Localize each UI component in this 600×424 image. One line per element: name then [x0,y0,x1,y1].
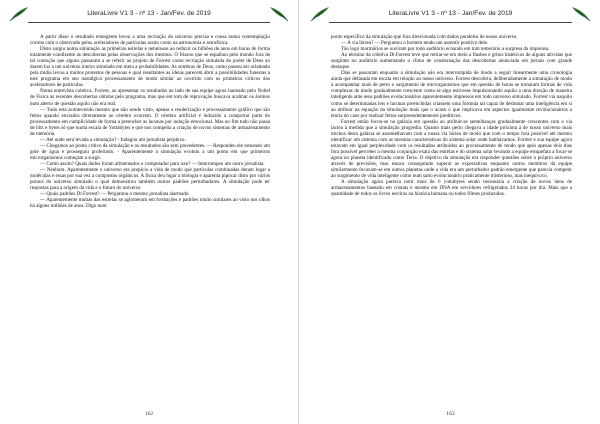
paragraph: Forrest então focou-se na galáxia em questão ao atribuir-se semelhanças gradualmente crescentes com a via láctea à medida que a simulação progredia. Quanto mais perto chegava a idade próxima a de nosso universo mais trechos desta galáxia se assemelhavam com a nossa via láctea de modo que com o tempo fora possível até mesmo identificar um sistema com as mesmas características do sistema solar onde habitávamos. Forrest e sua equipe agora estavam em igual perplexidade com os resultados atribuídos ao processamento de modo que após apenas dois dias fora possível perceber a mesma conjunção exata das estrelas e do sistema solar levando a equipe estupefata a focar-se agora no planeta identificado como Terra. O objetivo da simulação era responder questões sobre o próprio universo através de previsões, mas estava conseguindo superar as expectativas enquanto outros membros da equipe similarmente focavam-se em outros planetas onde a vida era um perturbador padrão emergente que parecia competir ao surgimento de vida inteligente como num salto evolucionário praticamente misterioso, mas inequívoco. [331,118,572,180]
paragraph: — A via láctea? — Perguntou o homem tendo um assentir positivo dele. [341,40,489,47]
paragraph: A partir disso o resultado emergente levou a uma recriação do universo precisa e coesa numa contemplação correta com o observado pelos aceleradores de partículas assim como na astronomia e astrofísica. [30,34,270,47]
header-rule [28,22,270,23]
paragraph: — Quais padrões Dr.Forrest? — Perguntou o mesmo jornalista alarmado. [40,191,190,198]
body-text [30,34,270,398]
paragraph: Tão logo murmúrios se ouviram por todo auditório ecoando em tom temerário a surpresa da imprensa. [341,46,550,53]
page-header [10,6,288,26]
journal-title: LiteraLivre V1 3 - nº 13 - Jan/Fev. de 2019 [87,10,211,17]
paragraph: — Até onde será levada a simulação? - Indagou um jornalista perplexo. [40,136,186,143]
paragraph: — Chegamos ao ponto crítico da simulação e os resultados são sem precedentes. — Respondeu ele tomando um gole de água e prosseguiu proferindo. - Aparentemente a simulação evoluiu a um ponto em que primeiros microrganismos começam a surgir. [30,142,270,161]
header-rule [329,22,572,23]
paragraph: — Tudo está acontecendo mesmo que não sendo visto, apenas a renderização e processamento gráfico que são feitos quando enviados diretamente ao cérebro ocorrem. O cérebro artificial é induzido a comportar parte do processamento em cumplicidade de forma a preencher as lacunas por indução emocional. Mas no fim tudo não passa de bits e bytes só que numa escala de Yottabytes e que nos compelia a criação de novos sistemas de armazenamento de memória. [30,106,270,137]
page-number: 162 [144,411,154,417]
paragraph: ponto específico da simulação que fora direcionada com dados paralelos de nosso universo. [331,34,518,40]
paragraph: A simulação agora parecia notir mais de 6 yottabytes sendo necessária a criação de novos itens de armazenamentos baseado em cristais e mesmo em DNA em servidores refrigerados 24 horas por dia. Mais que a quantidade de todos os livros escritos na história humana ou todos filmes produzidos. [331,179,572,198]
paragraph: Dias se passaram enquanto a simulação não era interrompida de modo a seguir linearmente uma cronologia ainda que defasada em escala em relação ao nosso universo. Forrest descobriu, deliberadamente a simulação de modo a acompanhar mais de perto o surgimento de microrganismos que em questão de horas se tornaram formas de vida complexas de modo gradualmente crescente como se algo estivesse impulsionando aquilo a uma direção de maneira inteligente ante seus padrões evolucionários aparentemente impressos em todo universo simulado. Forrest via naquilo como se determinadas leis e lacunas preenchidas criassem uma fórmula tal capaz de desbuhar uma inteligência em si ao atribuir na equação da simulação mais que o acaso o que implicava em aspectos igualmente revolucionários a teoria do caos por realizar feitos surpreendentemente preditivos. [331,70,572,119]
page-number: 163 [446,411,455,417]
body-text [331,34,572,398]
right-page [301,0,600,424]
quill-icon [268,5,290,23]
paragraph: — Aparentemente muitas das estrelas se aglomeram em formações e padrões muito similares ao visto nos olhos há alguns milhões de anos. Digo num [30,197,270,210]
paragraph: Numa entrevista coletiva, Forrest, ao apresentar os resultados ao lado de sua equipe agora laureado pelo Nobel de Física as recentes descobertas obtidas pelo programa, mas que em tom de reprovação buscava acalmar os ânimos num aberto de questão aquilo não era real. [30,88,270,107]
paragraph: — Nenhum. Aparentemente o universo era propício a vida de modo que partículas combinadas deram lugar a moléculas e essas por sua vez a compostos orgânicos. A física deu lugar a biologia e aparenta pipocar disto por vários pontos do universo simulado o qual demonstrou também outros padrões perturbadores. A simulação pode ter respostas para a origem da vida e o futuro do universo. [30,167,270,192]
quill-icon [570,5,592,23]
paragraph: Ao término da coletiva Dr.Forrest teve que retirar-se em meio a flashes e gritos histéricos de alguns ativistas que surgiram no auditório aumentando o clima de consternação das descobertas anunciada em jornais com grande destaque. [331,52,572,71]
left-page [0,0,299,424]
journal-title: LiteraLivre V1 3 - nº 13 - Jan/Fev. de 2019 [388,10,513,17]
paragraph: Disto surgiu numa simulação as primeiras estrelas e nebulosas ao reduzir os bilhões de anos em horas de forma totalmente condizente as descobertas pelas observações dos mesmos. O frisson que se espalhou pelo mundo fora de tal comoção que alguns passaram a se referir ao projeto de Forrest como recriação simulada do poder de Deus ao darem luz a um universo inteiro simulado em meio a probabilidades. As sombras de Deus, como passou ser aclamado pela mídia levou a muitos protestos de pessoas e qual resultantes as ideias parecem abrir a possibilidades funestas a este programa em seu nostálgico processamento de modo similar ao ocorrido com os primeiros críticos dos aceleradores de partículas. [30,46,270,89]
page-header [311,6,590,26]
paragraph: — Como assim? Quais dados foram alimentados o computador para isso? — Interrompeu um outro jornalista. [40,160,265,167]
